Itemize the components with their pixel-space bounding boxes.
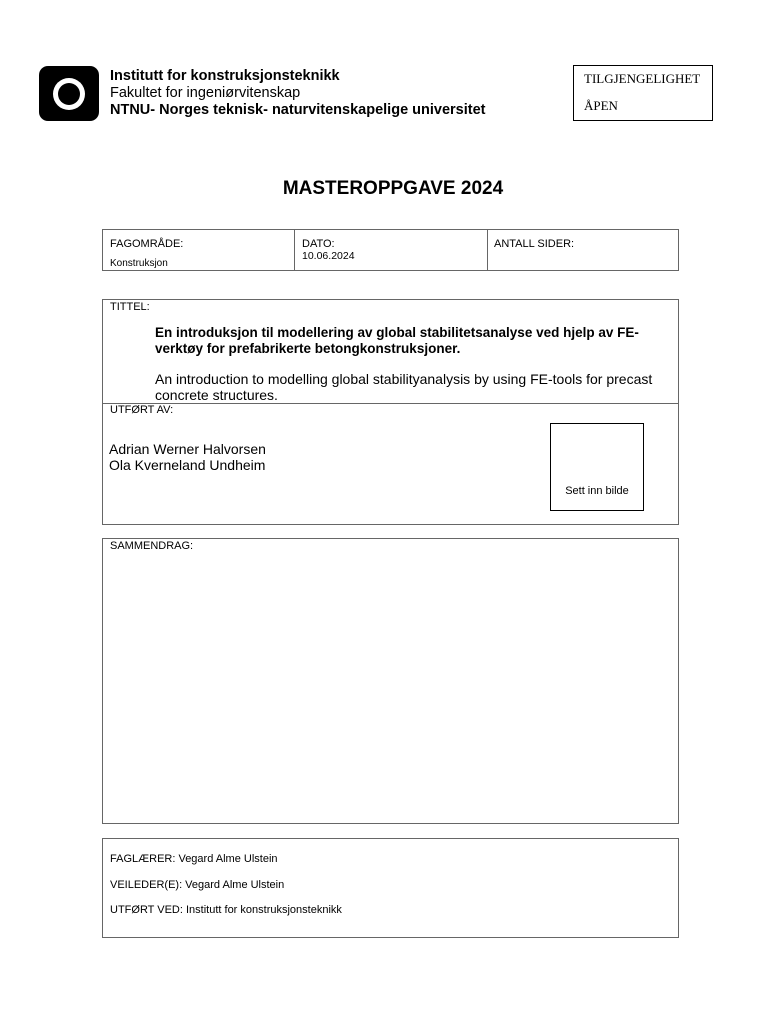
title-section (102, 299, 679, 404)
availability-value: ÅPEN (584, 98, 618, 113)
title-label: TITTEL: (110, 301, 150, 313)
university-name: NTNU- Norges teknisk- naturvitenskapelige universitet (110, 102, 486, 118)
field-value: Konstruksjon (110, 258, 168, 269)
availability-box (573, 65, 713, 121)
field-label: FAGOMRÅDE: (110, 238, 184, 250)
availability-label: TILGJENGELIGHET (584, 71, 701, 86)
author-name: Adrian Werner Halvorsen (109, 441, 266, 457)
date-value: 10.06.2024 (302, 250, 355, 262)
logo-ring-icon (53, 78, 85, 110)
pages-cell (488, 230, 678, 270)
field-cell (103, 230, 295, 270)
performed-at-line: UTFØRT VED: Institutt for konstruksjonsteknikk (110, 904, 342, 916)
author-name: Ola Kverneland Undheim (109, 457, 266, 473)
ntnu-logo (39, 66, 99, 121)
date-cell (295, 230, 488, 270)
title-english: An introduction to modelling global stabilityanalysis by using FE-tools for precast concrete structures. (155, 371, 653, 403)
teacher-line: FAGLÆRER: Vegard Alme Ulstein (110, 853, 278, 865)
summary-section (102, 538, 679, 824)
pages-label: ANTALL SIDER: (494, 238, 575, 250)
photo-placeholder[interactable] (550, 423, 644, 511)
photo-placeholder-text: Sett inn bilde (565, 485, 629, 497)
supervisor-line: VEILEDER(E): Vegard Alme Ulstein (110, 879, 285, 891)
title-norwegian: En introduksjon til modellering av global stabilitetsanalyse ved hjelp av FE-verktøy for prefabrikerte betongkonstruksjoner. (155, 325, 639, 356)
document-title: MASTEROPPGAVE 2024 (282, 178, 504, 199)
summary-label: SAMMENDRAG: (110, 540, 194, 552)
authors-section (102, 403, 679, 525)
authors-label: UTFØRT AV: (110, 404, 174, 416)
supervision-section (102, 838, 679, 938)
faculty-name: Fakultet for ingeniørvitenskap (110, 85, 301, 101)
authors-list (109, 441, 266, 473)
date-label: DATO: (302, 238, 335, 250)
logo-dot-icon (58, 83, 80, 105)
institute-name: Institutt for konstruksjonsteknikk (110, 68, 340, 84)
info-row (102, 229, 679, 271)
